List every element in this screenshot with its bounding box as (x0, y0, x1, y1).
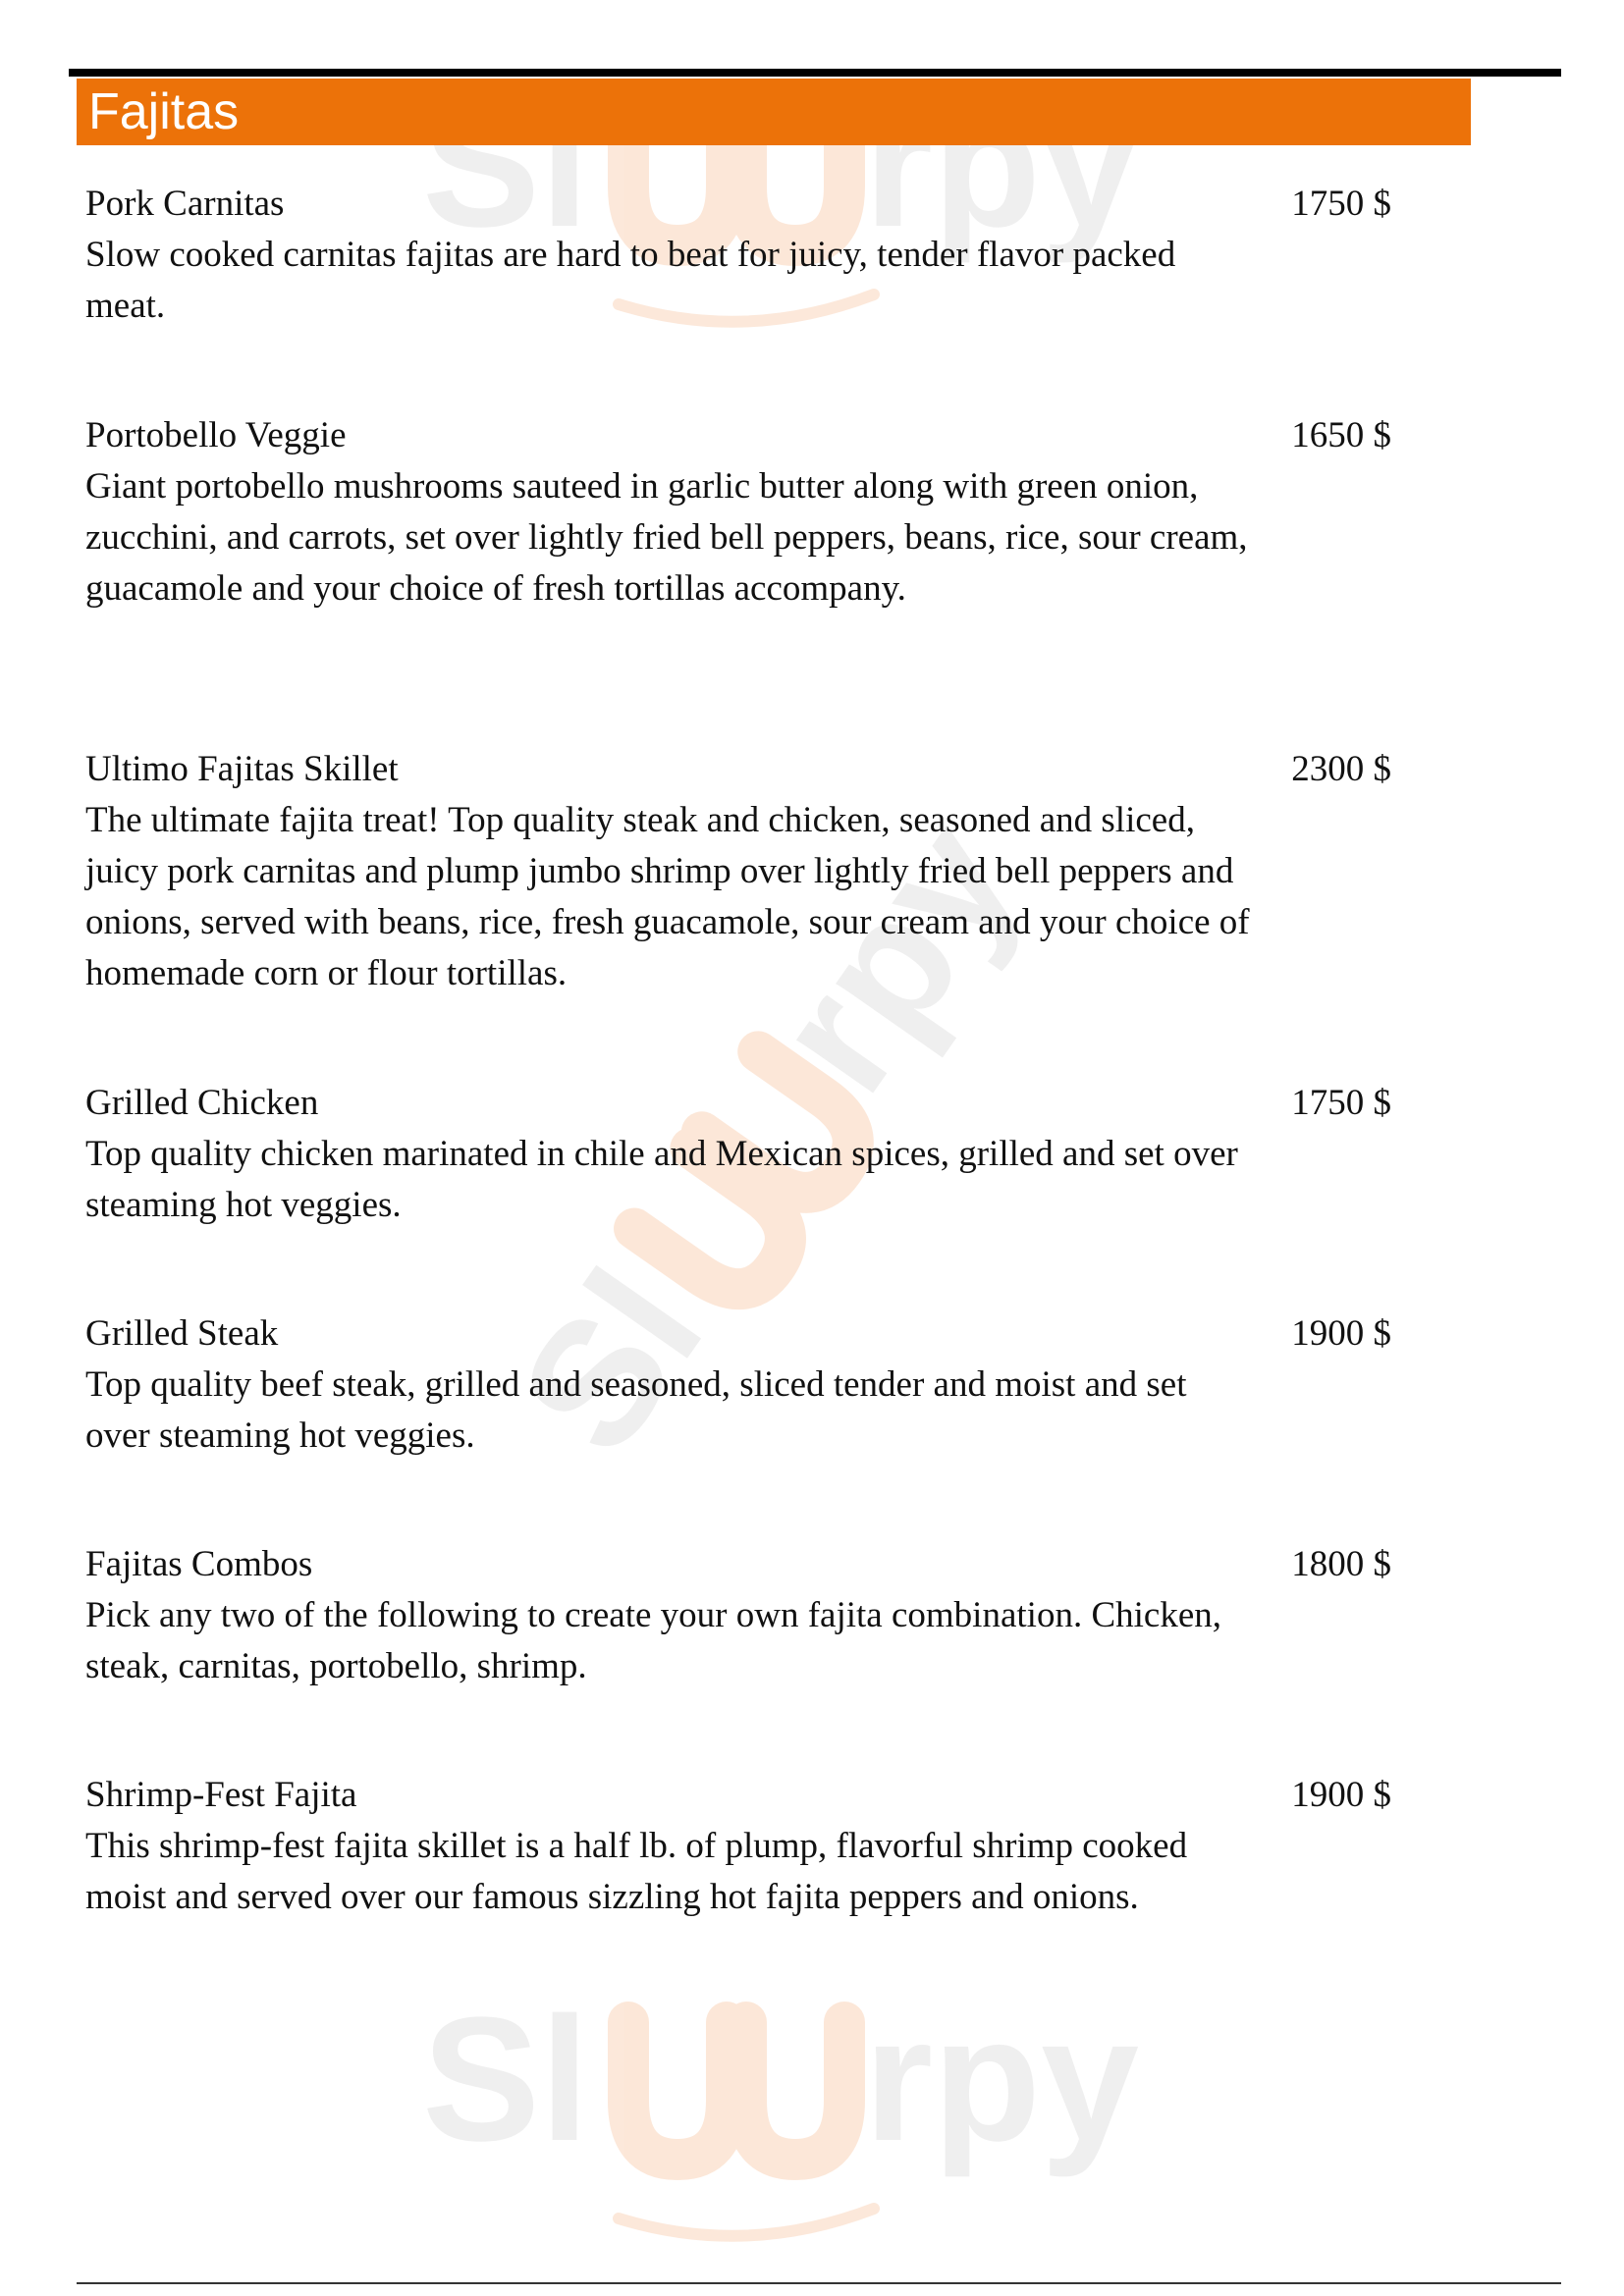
item-description: Top quality chicken marinated in chile and Mexican spices, grilled and set over steaming hot veggies. (85, 1134, 1238, 1225)
item-description: Pick any two of the following to create your own fajita combination. Chicken, steak, carnitas, portobello, shrimp. (85, 1595, 1221, 1686)
svg-text:rpy: rpy (864, 67, 1140, 264)
svg-text:rpy: rpy (864, 1981, 1140, 2178)
section-header (77, 79, 1471, 145)
menu-item (85, 410, 1391, 614)
item-description: The ultimate fajita treat! Top quality steak and chicken, seasoned and sliced, juicy pork carnitas and plump jumbo shrimp over lightly fried bell peppers and onions, served with beans, rice, fresh guacamole, sour cream and your choice of homemade corn or flour tortillas. (85, 800, 1250, 993)
menu-item (85, 1770, 1391, 1923)
menu-item (85, 1539, 1391, 1692)
item-price: 1900 $ (1291, 1313, 1391, 1354)
item-price: 1750 $ (1291, 184, 1391, 224)
svg-text:Sl: Sl (422, 67, 590, 264)
item-price: 1800 $ (1291, 1544, 1391, 1584)
item-name: Shrimp-Fest Fajita (85, 1775, 357, 1815)
item-name: Fajitas Combos (85, 1544, 313, 1584)
item-name: Pork Carnitas (85, 184, 285, 224)
item-name: Grilled Chicken (85, 1083, 319, 1123)
svg-text:Sl: Sl (482, 1237, 740, 1487)
sluurpy-logo-icon (0, 1963, 1624, 2258)
item-description: Top quality beef steak, grilled and seasoned, sliced tender and moist and set over steaming hot veggies. (85, 1364, 1187, 1456)
item-price: 1650 $ (1291, 415, 1391, 455)
menu-item (85, 1078, 1391, 1231)
svg-text:rpy: rpy (735, 786, 1056, 1126)
menu-item (85, 744, 1391, 999)
item-name: Ultimo Fajitas Skillet (85, 749, 399, 789)
item-description: This shrimp-fest fajita skillet is a half lb. of plump, flavorful shrimp cooked moist and served over our famous sizzling hot fajita peppers and onions. (85, 1826, 1188, 1917)
section-title: Fajitas (88, 83, 240, 140)
top-divider (69, 69, 1561, 77)
menu-item (85, 179, 1391, 332)
svg-text:Sl: Sl (422, 1981, 590, 2178)
menu-item (85, 1308, 1391, 1462)
item-name: Grilled Steak (85, 1313, 279, 1354)
item-name: Portobello Veggie (85, 415, 347, 455)
bottom-divider (77, 2282, 1561, 2284)
item-price: 1750 $ (1291, 1083, 1391, 1123)
item-price: 2300 $ (1291, 749, 1391, 789)
sluurpy-watermark-bottom (0, 1963, 1624, 2258)
item-price: 1900 $ (1291, 1775, 1391, 1815)
item-description: Slow cooked carnitas fajitas are hard to beat for juicy, tender flavor packed meat. (85, 235, 1176, 326)
item-description: Giant portobello mushrooms sauteed in garlic butter along with green onion, zucchini, and carrots, set over lightly fried bell peppers, beans, rice, sour cream, guacamole and your choice of fresh tortillas accompany. (85, 466, 1248, 609)
